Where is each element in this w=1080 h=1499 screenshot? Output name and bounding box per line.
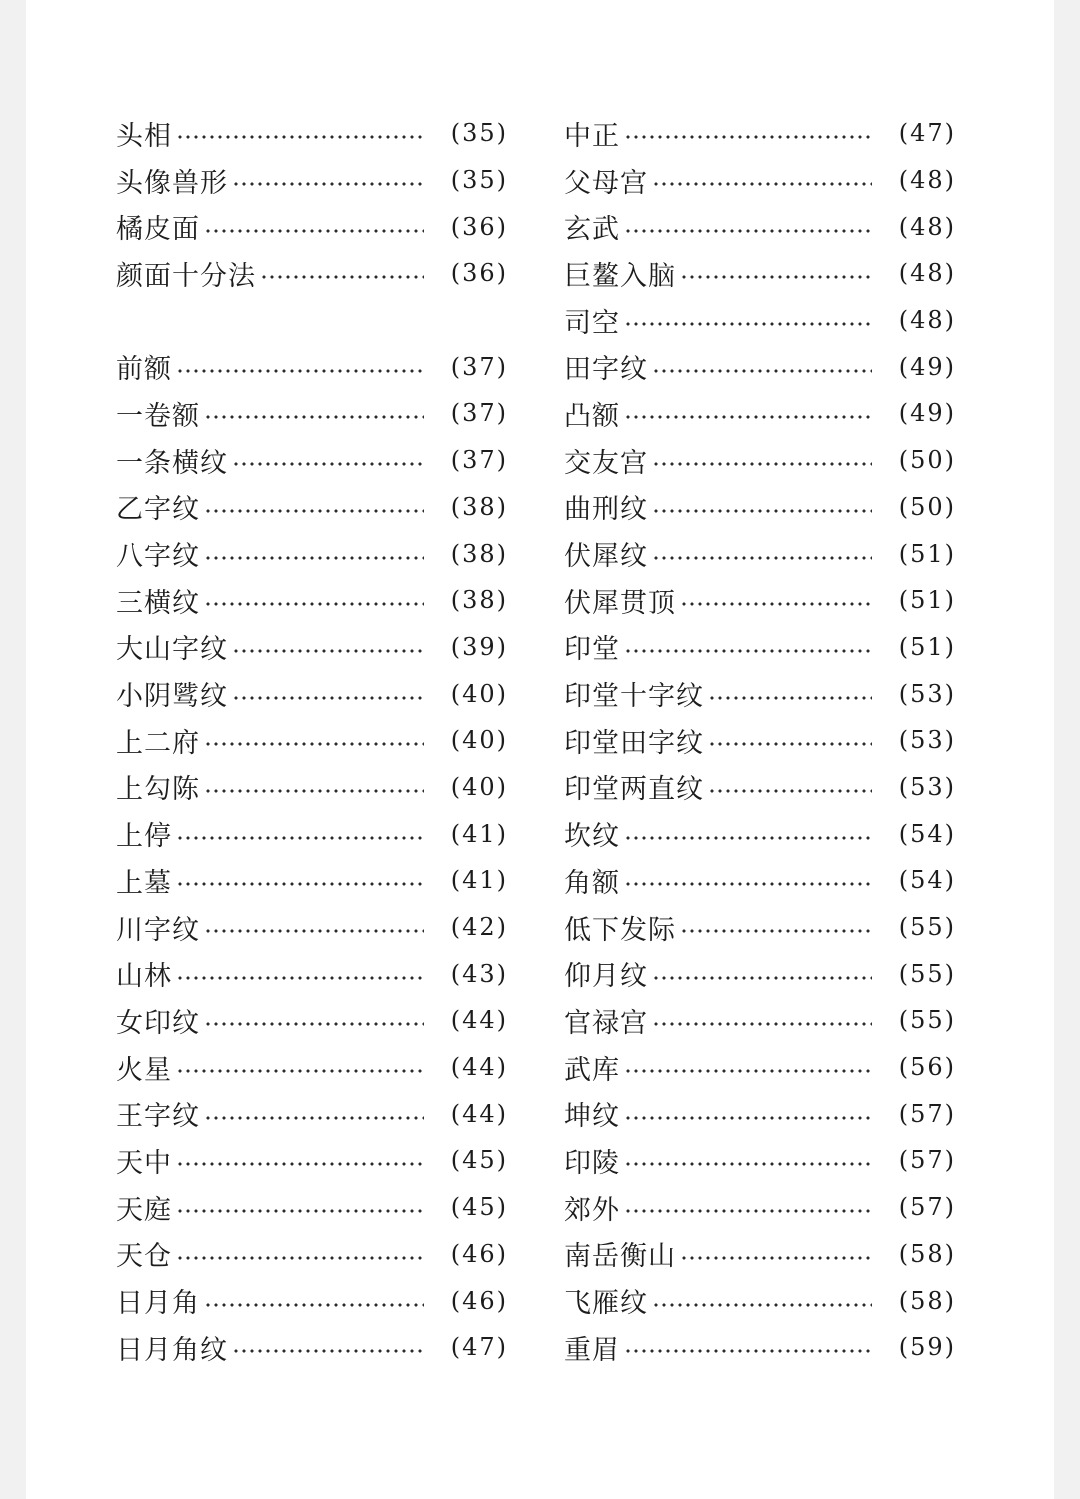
- dot-leader: [624, 229, 872, 233]
- toc-entry-page-number: (49): [898, 399, 956, 428]
- dot-leader: [176, 1069, 424, 1073]
- dot-leader: [652, 1022, 872, 1026]
- toc-entry-title: 女印纹: [116, 1007, 200, 1039]
- dot-leader: [624, 649, 872, 653]
- dot-leader: [204, 229, 424, 233]
- toc-entry: [116, 343, 508, 390]
- toc-entry-page-number: (39): [450, 632, 508, 661]
- toc-entry-title: 日月角: [116, 1288, 200, 1320]
- toc-entry-page-number: (46): [450, 1286, 508, 1315]
- dot-leader: [260, 275, 424, 279]
- toc-entry-title: 印堂田字纹: [564, 727, 704, 759]
- dot-leader: [204, 742, 424, 746]
- dot-leader: [176, 882, 424, 886]
- toc-entry-title: 上墓: [116, 867, 172, 899]
- dot-leader: [176, 836, 424, 840]
- toc-entry: [116, 950, 508, 997]
- toc-entry-page-number: (38): [450, 492, 508, 521]
- toc-entry: [564, 530, 956, 577]
- toc-entry: [564, 1184, 956, 1231]
- dot-leader: [680, 602, 872, 606]
- toc-entry-title: 八字纹: [116, 541, 200, 573]
- toc-entry: [564, 157, 956, 204]
- toc-entry: [564, 297, 956, 344]
- toc-entry-page-number: (56): [898, 1053, 956, 1082]
- toc-entry-page-number: (48): [898, 212, 956, 241]
- toc-entry-title: 郊外: [564, 1194, 620, 1226]
- toc-entry-page-number: (36): [450, 259, 508, 288]
- toc-entry-title: 飞雁纹: [564, 1288, 648, 1320]
- toc-entry-page-number: (51): [898, 632, 956, 661]
- toc-entry: [564, 624, 956, 671]
- toc-entry-title: 官禄宫: [564, 1007, 648, 1039]
- toc-entry-page-number: (51): [898, 539, 956, 568]
- dot-leader: [652, 462, 872, 466]
- dot-leader: [232, 1349, 424, 1353]
- dot-leader: [204, 1303, 424, 1307]
- toc-left-column: [116, 110, 508, 1371]
- dot-leader: [624, 1162, 872, 1166]
- toc-entry-title: 大山字纹: [116, 634, 228, 666]
- toc-entry-title: 中正: [564, 120, 620, 152]
- toc-entry-page-number: (55): [898, 959, 956, 988]
- dot-leader: [624, 836, 872, 840]
- toc-entry-page-number: (47): [898, 119, 956, 148]
- toc-entry-title: 小阴骘纹: [116, 681, 228, 713]
- dot-leader: [624, 1349, 872, 1353]
- dot-leader: [652, 556, 872, 560]
- toc-entry-title: 仰月纹: [564, 961, 648, 993]
- toc-entry: [116, 437, 508, 484]
- dot-leader: [232, 462, 424, 466]
- toc-entry-page-number: (55): [898, 913, 956, 942]
- toc-entry-title: 山林: [116, 961, 172, 993]
- toc-entry-title: 低下发际: [564, 914, 676, 946]
- toc-entry: [116, 1324, 508, 1371]
- toc-entry: [116, 857, 508, 904]
- toc-entry-title: 天中: [116, 1147, 172, 1179]
- toc-entry-page-number: (44): [450, 1006, 508, 1035]
- toc-entry-title: 印堂十字纹: [564, 681, 704, 713]
- toc-entry: [564, 203, 956, 250]
- toc-entry: [564, 1324, 956, 1371]
- dot-leader: [204, 1022, 424, 1026]
- toc-entry-page-number: (54): [898, 819, 956, 848]
- toc-entry: [564, 1277, 956, 1324]
- toc-entry: [116, 530, 508, 577]
- toc-entry-page-number: (40): [450, 679, 508, 708]
- toc-entry-page-number: (49): [898, 352, 956, 381]
- toc-entry-title: 印陵: [564, 1147, 620, 1179]
- toc-entry-title: 乙字纹: [116, 494, 200, 526]
- dot-leader: [708, 742, 872, 746]
- toc-entry-page-number: (44): [450, 1099, 508, 1128]
- dot-leader: [176, 369, 424, 373]
- toc-entry-page-number: (38): [450, 539, 508, 568]
- toc-entry: [116, 810, 508, 857]
- toc-entry-page-number: (45): [450, 1146, 508, 1175]
- dot-leader: [624, 1069, 872, 1073]
- toc-entry: [564, 343, 956, 390]
- dot-leader: [652, 1303, 872, 1307]
- toc-entry-page-number: (57): [898, 1193, 956, 1222]
- toc-entry: [564, 997, 956, 1044]
- dot-leader: [680, 1256, 872, 1260]
- toc-entry-page-number: (54): [898, 866, 956, 895]
- toc-entry-page-number: (36): [450, 212, 508, 241]
- toc-entry-title: 田字纹: [564, 354, 648, 386]
- toc-entry: [116, 157, 508, 204]
- dot-leader: [708, 789, 872, 793]
- toc-entry-page-number: (46): [450, 1239, 508, 1268]
- dot-leader: [624, 1116, 872, 1120]
- dot-leader: [204, 415, 424, 419]
- toc-entry: [564, 437, 956, 484]
- dot-leader: [204, 1116, 424, 1120]
- dot-leader: [680, 275, 872, 279]
- toc-entry-title: 司空: [564, 307, 620, 339]
- dot-leader: [624, 415, 872, 419]
- toc-entry-page-number: (57): [898, 1146, 956, 1175]
- dot-leader: [204, 929, 424, 933]
- toc-entry: [564, 717, 956, 764]
- toc-entry-page-number: (41): [450, 866, 508, 895]
- toc-entry: [564, 810, 956, 857]
- toc-entry-page-number: (55): [898, 1006, 956, 1035]
- toc-entry-page-number: (40): [450, 772, 508, 801]
- toc-entry-page-number: (57): [898, 1099, 956, 1128]
- toc-entry: [564, 950, 956, 997]
- dot-leader: [176, 1256, 424, 1260]
- toc-entry-title: 父母宫: [564, 167, 648, 199]
- toc-entry-page-number: (38): [450, 586, 508, 615]
- toc-entry-title: 王字纹: [116, 1101, 200, 1133]
- dot-leader: [232, 649, 424, 653]
- toc-entry-title: 日月角纹: [116, 1334, 228, 1366]
- dot-leader: [624, 322, 872, 326]
- toc-entry-title: 三横纹: [116, 587, 200, 619]
- toc-entry-title: 曲刑纹: [564, 494, 648, 526]
- toc-entry-title: 印堂: [564, 634, 620, 666]
- dot-leader: [708, 696, 872, 700]
- toc-entry-title: 天庭: [116, 1194, 172, 1226]
- toc-entry-title: 重眉: [564, 1334, 620, 1366]
- toc-entry-page-number: (50): [898, 492, 956, 521]
- toc-entry-page-number: (40): [450, 726, 508, 755]
- toc-entry-page-number: (37): [450, 352, 508, 381]
- toc-entry-page-number: (42): [450, 913, 508, 942]
- toc-entry: [116, 764, 508, 811]
- toc-entry: [116, 484, 508, 531]
- toc-entry: [116, 250, 508, 297]
- toc-entry-title: 伏犀纹: [564, 541, 648, 573]
- dot-leader: [176, 1162, 424, 1166]
- dot-leader: [624, 882, 872, 886]
- toc-entry-title: 凸额: [564, 400, 620, 432]
- dot-leader: [232, 182, 424, 186]
- toc-entry: [116, 577, 508, 624]
- toc-entry: [564, 250, 956, 297]
- dot-leader: [204, 602, 424, 606]
- toc-entry: [116, 624, 508, 671]
- toc-entry: [116, 390, 508, 437]
- toc-entry-page-number: (58): [898, 1239, 956, 1268]
- toc-entry-title: 巨鳌入脑: [564, 260, 676, 292]
- toc-entry: [116, 1090, 508, 1137]
- dot-leader: [652, 182, 872, 186]
- toc-entry-title: 天仓: [116, 1241, 172, 1273]
- toc-entry-title: 上勾陈: [116, 774, 200, 806]
- toc-entry-page-number: (51): [898, 586, 956, 615]
- toc-entry-page-number: (41): [450, 819, 508, 848]
- toc-entry-title: 头相: [116, 120, 172, 152]
- toc-entry-page-number: (45): [450, 1193, 508, 1222]
- toc-entry-title: 坎纹: [564, 821, 620, 853]
- toc-entry: [116, 1044, 508, 1091]
- toc-entry-title: 玄武: [564, 214, 620, 246]
- toc-entry-title: 颜面十分法: [116, 260, 256, 292]
- toc-entry-title: 角额: [564, 867, 620, 899]
- dot-leader: [204, 789, 424, 793]
- toc-entry-title: 武库: [564, 1054, 620, 1086]
- dot-leader: [204, 509, 424, 513]
- toc-entry: [564, 484, 956, 531]
- toc-entry: [564, 110, 956, 157]
- toc-entry-page-number: (44): [450, 1053, 508, 1082]
- toc-entry-title: 上停: [116, 821, 172, 853]
- toc-entry: [116, 1231, 508, 1278]
- toc-entry-page-number: (48): [898, 306, 956, 335]
- toc-entry-title: 火星: [116, 1054, 172, 1086]
- dot-leader: [652, 976, 872, 980]
- toc-entry-title: 坤纹: [564, 1101, 620, 1133]
- toc-entry-title: 印堂两直纹: [564, 774, 704, 806]
- toc-entry: [564, 577, 956, 624]
- toc-entry-page-number: (53): [898, 679, 956, 708]
- toc-entry-title: 头像兽形: [116, 167, 228, 199]
- toc-entry-title: 一卷额: [116, 400, 200, 432]
- toc-entry: [116, 1137, 508, 1184]
- toc-entry-page-number: (53): [898, 726, 956, 755]
- dot-leader: [176, 135, 424, 139]
- toc-entry: [564, 1137, 956, 1184]
- toc-entry-page-number: (59): [898, 1333, 956, 1362]
- toc-entry: [564, 857, 956, 904]
- toc-entry-title: 一条横纹: [116, 447, 228, 479]
- dot-leader: [176, 976, 424, 980]
- dot-leader: [176, 1209, 424, 1213]
- toc-entry: [564, 764, 956, 811]
- toc-entry: [116, 904, 508, 951]
- toc-entry: [116, 110, 508, 157]
- toc-entry-title: 伏犀贯顶: [564, 587, 676, 619]
- toc-entry-page-number: (35): [450, 119, 508, 148]
- toc-entry-title: 交友宫: [564, 447, 648, 479]
- toc-entry: [564, 390, 956, 437]
- toc-entry: [564, 904, 956, 951]
- toc-entry: [564, 670, 956, 717]
- toc-entry-page-number: (48): [898, 166, 956, 195]
- toc-entry-page-number: (35): [450, 166, 508, 195]
- dot-leader: [624, 1209, 872, 1213]
- toc-entry-page-number: (43): [450, 959, 508, 988]
- toc-entry-title: 前额: [116, 354, 172, 386]
- toc-entry-page-number: (37): [450, 446, 508, 475]
- toc-entry-page-number: (47): [450, 1333, 508, 1362]
- dot-leader: [232, 696, 424, 700]
- toc-entry-page-number: (58): [898, 1286, 956, 1315]
- toc-entry-title: 南岳衡山: [564, 1241, 676, 1273]
- toc-entry: [564, 1090, 956, 1137]
- toc-entry-page-number: (48): [898, 259, 956, 288]
- toc-entry: [116, 203, 508, 250]
- dot-leader: [680, 929, 872, 933]
- toc-entry: [116, 670, 508, 717]
- dot-leader: [652, 509, 872, 513]
- toc-entry: [116, 997, 508, 1044]
- dot-leader: [652, 369, 872, 373]
- toc-entry-title: 橘皮面: [116, 214, 200, 246]
- toc-entry: [564, 1044, 956, 1091]
- document-page: [26, 0, 1054, 1499]
- toc-entry: [116, 1277, 508, 1324]
- toc-entry: [564, 1231, 956, 1278]
- toc-entry-page-number: (53): [898, 772, 956, 801]
- toc-entry: [116, 1184, 508, 1231]
- toc-entry: [116, 717, 508, 764]
- toc-entry-title: 川字纹: [116, 914, 200, 946]
- dot-leader: [204, 556, 424, 560]
- toc-entry-page-number: (50): [898, 446, 956, 475]
- toc-right-column: [564, 110, 956, 1371]
- toc-entry-title: 上二府: [116, 727, 200, 759]
- toc-entry-page-number: (37): [450, 399, 508, 428]
- dot-leader: [624, 135, 872, 139]
